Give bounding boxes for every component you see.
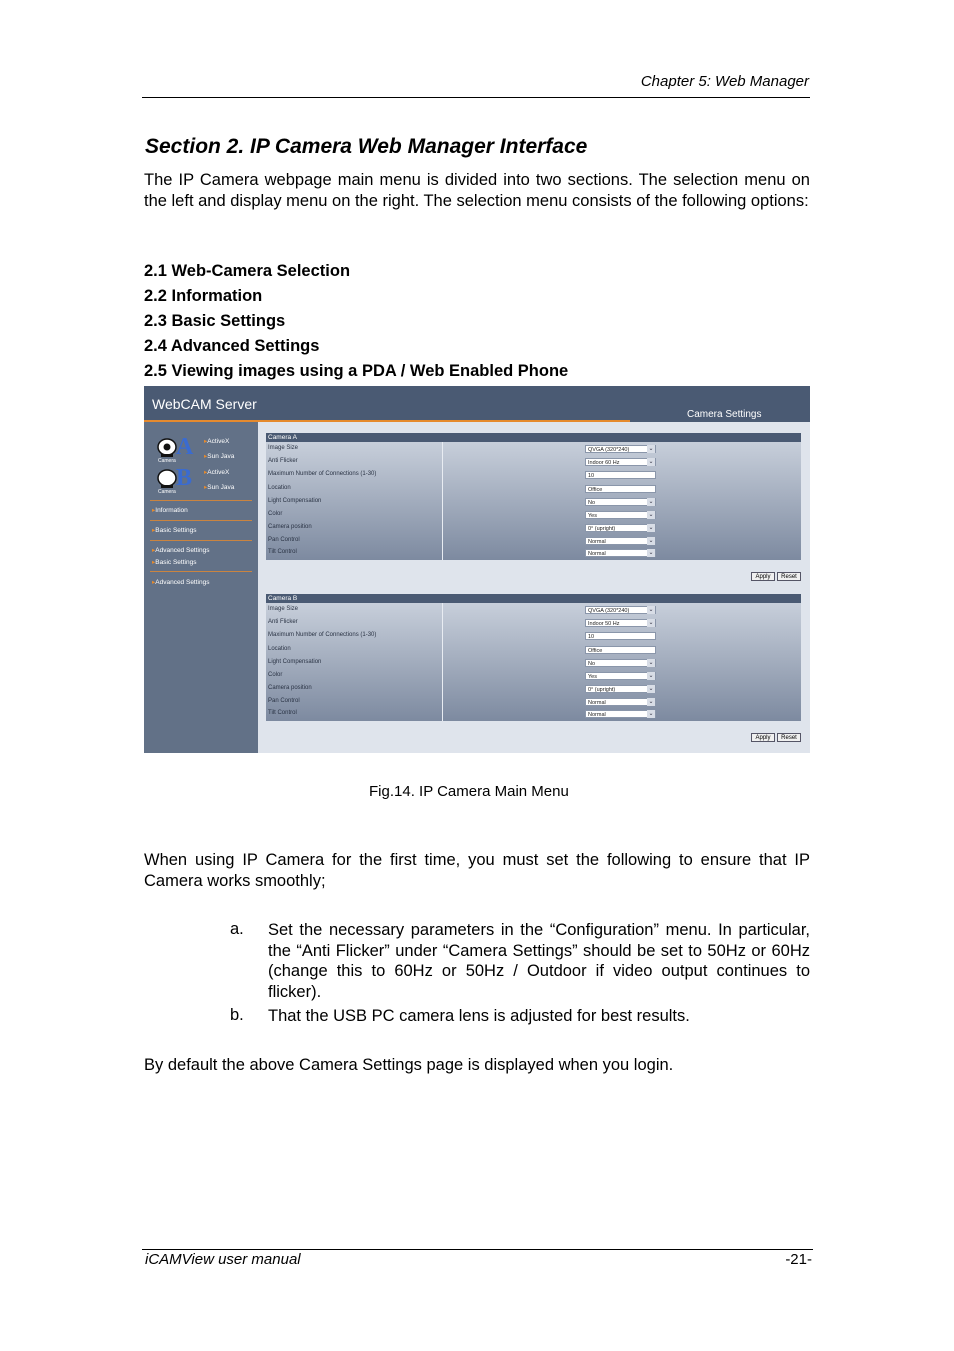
list-marker: a.: [230, 920, 244, 938]
camera-a-apply-button[interactable]: Apply: [751, 572, 775, 581]
camera-b-title: Camera B: [266, 594, 801, 603]
camera-a-activex-link[interactable]: ▸ ActiveX: [204, 437, 229, 445]
light-compensation-select[interactable]: No ⌄: [585, 659, 656, 667]
sidebar-item-information[interactable]: ▸ Information: [152, 506, 188, 514]
row-label: Light Compensation: [268, 659, 322, 665]
menu-option-2: 2.2 Information: [144, 287, 263, 305]
sidebar-item-basic-settings[interactable]: ▸ Basic Settings: [152, 526, 196, 534]
row-label: Location: [268, 646, 291, 652]
sidebar-divider: [150, 540, 252, 541]
location-input[interactable]: Office: [585, 646, 656, 654]
page-title: Camera Settings: [687, 409, 762, 420]
camera-a-panel: [266, 433, 801, 560]
app-header: [144, 386, 810, 422]
row-label: Tilt Control: [268, 549, 297, 555]
camera-a-letter: A: [176, 434, 194, 460]
camera-b-sunjava-link[interactable]: ▸ Sun Java: [204, 483, 234, 491]
camera-a-sub: Camera: [158, 458, 176, 464]
sidebar-item-advanced-settings[interactable]: ▸ Advanced Settings: [152, 546, 209, 554]
sidebar: [144, 422, 258, 753]
row-label: Image Size: [268, 606, 299, 612]
row-label: Pan Control: [268, 537, 300, 543]
header-rule: [142, 97, 810, 98]
row-label: Anti Flicker: [268, 458, 298, 464]
menu-option-1: 2.1 Web-Camera Selection: [144, 262, 351, 280]
row-label: Maximum Number of Connections (1-30): [268, 632, 377, 638]
list-item: Set the necessary parameters in the “Configuration” menu. In particular, the “Anti Flicker” under “Camera Settings” should be set to 50Hz or 60Hz (change this to 60Hz or 50Hz / Outdoor if video output continues to flicker).: [268, 921, 810, 1001]
footer-rule: [142, 1249, 813, 1250]
camera-b-apply-button[interactable]: Apply: [751, 733, 775, 742]
row-label: Image Size: [268, 445, 299, 451]
row-label: Pan Control: [268, 698, 300, 704]
sidebar-divider: [150, 571, 252, 572]
menu-option-3: 2.3 Basic Settings: [144, 312, 286, 330]
row-label: Camera position: [268, 685, 312, 691]
pan-control-select[interactable]: Normal ⌄: [585, 698, 656, 706]
list-marker: b.: [230, 1006, 244, 1024]
row-label: Color: [268, 672, 283, 678]
anti-flicker-select[interactable]: Indoor 60 Hz ⌄: [585, 458, 656, 466]
row-label: Color: [268, 511, 283, 517]
app-title: WebCAM Server: [152, 396, 257, 412]
max-connections-input[interactable]: 10: [585, 471, 656, 479]
image-size-select[interactable]: QVGA (320*240) ⌄: [585, 445, 656, 453]
sidebar-item-basic-settings-2[interactable]: ▸ Basic Settings: [152, 558, 196, 566]
list-item: That the USB PC camera lens is adjusted for best results.: [268, 1007, 690, 1025]
footer-manual-title: iCAMView user manual: [145, 1251, 301, 1268]
column-divider: [442, 442, 443, 560]
row-label: Tilt Control: [268, 710, 297, 716]
default-page-paragraph: By default the above Camera Settings page is displayed when you login.: [144, 1056, 674, 1074]
anti-flicker-select[interactable]: Indoor 50 Hz ⌄: [585, 619, 656, 627]
section-title: Section 2. IP Camera Web Manager Interface: [145, 135, 588, 158]
camera-a-sunjava-link[interactable]: ▸ Sun Java: [204, 452, 234, 460]
figure-caption: Fig.14. IP Camera Main Menu: [369, 783, 569, 800]
chapter-header: Chapter 5: Web Manager: [640, 73, 809, 90]
tilt-control-select[interactable]: Normal ⌄: [585, 549, 656, 557]
camera-a-reset-button[interactable]: Reset: [777, 572, 801, 581]
camera-b-activex-link[interactable]: ▸ ActiveX: [204, 468, 229, 476]
image-size-select[interactable]: QVGA (320*240) ⌄: [585, 606, 656, 614]
setup-paragraph: When using IP Camera for the first time, you must set the following to ensure that IP Camera works smoothly;: [144, 851, 810, 890]
tilt-control-select[interactable]: Normal ⌄: [585, 710, 656, 718]
camera-b-letter: B: [176, 465, 193, 491]
row-label: Anti Flicker: [268, 619, 298, 625]
camera-b-sub: Camera: [158, 489, 176, 495]
max-connections-input[interactable]: 10: [585, 632, 656, 640]
row-label: Light Compensation: [268, 498, 322, 504]
camera-b-panel: [266, 594, 801, 721]
row-label: Camera position: [268, 524, 312, 530]
column-divider: [442, 603, 443, 721]
camera-position-select[interactable]: 0° (upright) ⌄: [585, 685, 656, 693]
webcam-icon: [156, 469, 178, 489]
row-label: Location: [268, 485, 291, 491]
color-select[interactable]: Yes ⌄: [585, 511, 656, 519]
sidebar-divider: [150, 500, 252, 501]
menu-option-4: 2.4 Advanced Settings: [144, 337, 320, 355]
row-label: Maximum Number of Connections (1-30): [268, 471, 377, 477]
webcam-icon: [156, 438, 178, 458]
light-compensation-select[interactable]: No ⌄: [585, 498, 656, 506]
pan-control-select[interactable]: Normal ⌄: [585, 537, 656, 545]
camera-b-reset-button[interactable]: Reset: [777, 733, 801, 742]
menu-option-5: 2.5 Viewing images using a PDA / Web Enabled Phone: [144, 362, 569, 380]
location-input[interactable]: Office: [585, 485, 656, 493]
sidebar-item-advanced-settings-2[interactable]: ▸ Advanced Settings: [152, 578, 209, 586]
sidebar-divider: [150, 520, 252, 521]
web-manager-figure: [144, 386, 810, 753]
camera-a-title: Camera A: [266, 433, 801, 442]
intro-paragraph: The IP Camera webpage main menu is divided into two sections. The selection menu on the left and display menu on the right. The selection menu consists of the following options:: [144, 171, 810, 210]
color-select[interactable]: Yes ⌄: [585, 672, 656, 680]
camera-position-select[interactable]: 0° (upright) ⌄: [585, 524, 656, 532]
page-number: -21-: [785, 1251, 812, 1268]
